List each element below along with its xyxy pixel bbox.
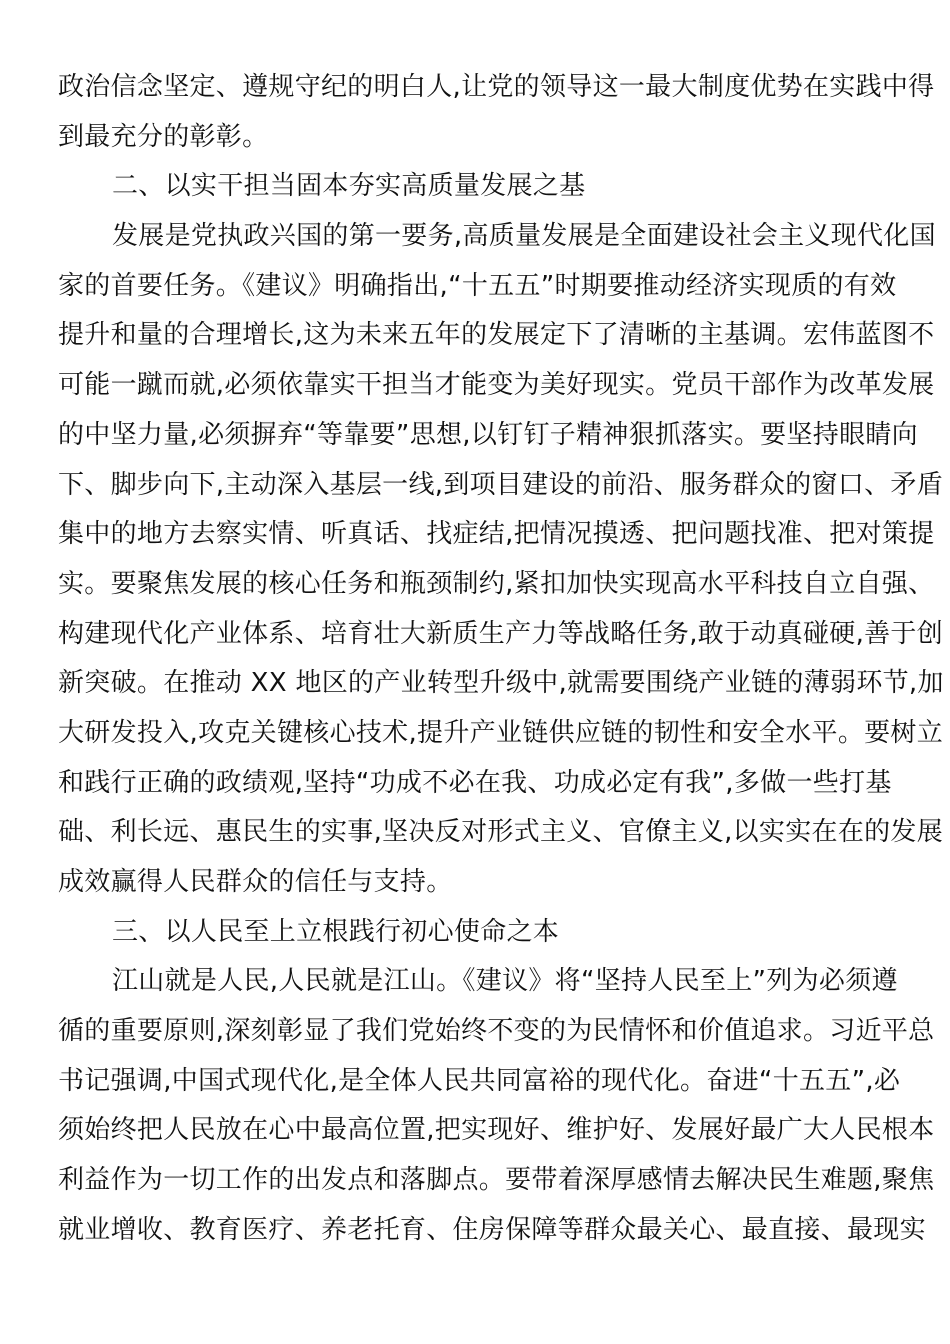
text-line: 构建现代化产业体系、培育壮大新质生产力等战略任务,敢于动真碰硬,善于创 [58,618,944,649]
text-line: 就业增收、教育医疗、养老托育、住房保障等群众最关心、最直接、最现实 [58,1214,926,1245]
text-line: 循的重要原则,深刻彰显了我们党始终不变的为民情怀和价值追求。习近平总 [58,1016,935,1047]
text-line: 利益作为一切工作的出发点和落脚点。要带着深厚感情去解决民生难题,聚焦 [58,1165,935,1196]
section-heading-two: 二、以实干担当固本夯实高质量发展之基 [112,171,586,202]
text-line: 到最充分的彰彰。 [58,121,269,152]
text-line: 江山就是人民,人民就是江山。《建议》将“坚持人民至上”列为必须遵 [112,966,898,997]
text-line: 实。要聚焦发展的核心任务和瓶颈制约,紧扣加快实现高水平科技自立自强、 [58,568,935,599]
text-line: 可能一蹴而就,必须依靠实干担当才能变为美好现实。党员干部作为改革发展 [58,370,935,401]
text-line: 提升和量的合理增长,这为未来五年的发展定下了清晰的主基调。宏伟蓝图不 [58,320,935,351]
text-line: 新突破。在推动 XX 地区的产业转型升级中,就需要围绕产业链的薄弱环节,加 [58,668,944,699]
document-page [58,63,944,1256]
text-line: 大研发投入,攻克关键核心技术,提升产业链供应链的韧性和安全水平。要树立 [58,717,944,748]
text-line: 政治信念坚定、遵规守纪的明白人,让党的领导这一最大制度优势在实践中得 [58,72,935,102]
text-line: 书记强调,中国式现代化,是全体人民共同富裕的现代化。奋进“十五五”,必 [58,1065,901,1096]
text-line: 和践行正确的政绩观,坚持“功成不必在我、功成必定有我”,多做一些打基 [58,767,892,798]
text-line: 须始终把人民放在心中最高位置,把实现好、维护好、发展好最广大人民根本 [58,1115,935,1146]
paragraph-section-two [58,212,944,908]
text-line: 的中坚力量,必须摒弃“等靠要”思想,以钉钉子精神狠抓落实。要坚持眼睛向 [58,419,918,450]
text-line: 础、利长远、惠民生的实事,坚决反对形式主义、官僚主义,以实实在在的发展 [58,817,944,848]
paragraph-section-three [58,957,935,1255]
section-heading-three: 三、以人民至上立根践行初心使命之本 [112,916,560,947]
text-line: 家的首要任务。《建议》明确指出,“十五五”时期要推动经济实现质的有效 [58,270,897,301]
text-line: 成效赢得人民群众的信任与支持。 [58,867,453,897]
text-line: 发展是党执政兴国的第一要务,高质量发展是全面建设社会主义现代化国 [112,221,936,252]
text-line: 集中的地方去察实情、听真话、找症结,把情况摸透、把问题找准、把对策提 [58,519,935,550]
paragraph-continuation [58,63,935,162]
text-line: 下、脚步向下,主动深入基层一线,到项目建设的前沿、服务群众的窗口、矛盾 [58,469,944,500]
